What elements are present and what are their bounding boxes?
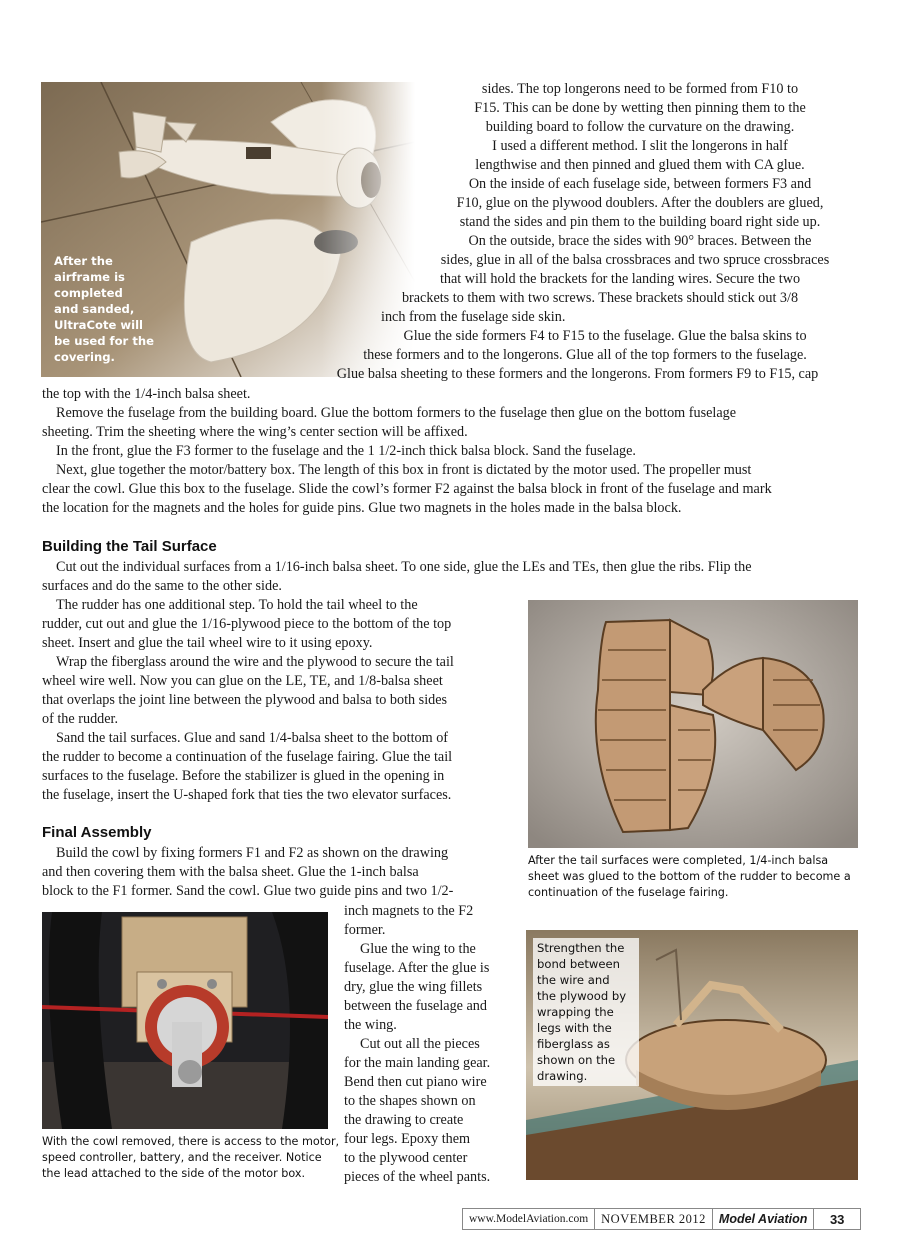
photo4-caption	[533, 938, 639, 1086]
heading-final-assembly: Final Assembly	[42, 824, 152, 841]
page-footer	[462, 1208, 861, 1230]
text-line: wheel wire well. Now you can glue on the LE, TE, and 1/8-balsa sheet	[42, 673, 443, 689]
text-line: Build the cowl by fixing formers F1 and F2 as shown on the drawing	[56, 845, 449, 861]
text-line: surfaces to the fuselage. Before the stabilizer is glued in the opening in	[42, 768, 445, 784]
tail-surfaces-photo	[528, 600, 858, 848]
text-line: for the main landing gear.	[344, 1055, 491, 1071]
text-line: the wing.	[344, 1017, 397, 1033]
text-line: between the fuselage and	[344, 998, 487, 1014]
text-line: stand the sides and pin them to the building board right side up.	[459, 214, 821, 230]
text-line: rudder, cut out and glue the 1/16-plywood piece to the bottom of the top	[42, 616, 452, 632]
text-line: On the inside of each fuselage side, between formers F3 and	[468, 176, 812, 192]
text-line: F10, glue on the plywood doublers. After the doublers are glued,	[456, 195, 824, 211]
text-line: the rudder to become a continuation of the fuselage fairing. Glue the tail	[42, 749, 453, 765]
text-line: Remove the fuselage from the building board. Glue the bottom formers to the fuselage then glue on the bottom fuselage	[56, 405, 737, 421]
text-line: surfaces and do the same to the other side.	[42, 578, 282, 594]
footer-website[interactable]: www.ModelAviation.com	[463, 1209, 595, 1229]
text-line: the location for the magnets and the holes for guide pins. Glue two magnets in the holes made in the balsa block.	[42, 500, 682, 516]
text-line: dry, glue the wing fillets	[344, 979, 483, 995]
text-line: The rudder has one additional step. To hold the tail wheel to the	[56, 597, 418, 613]
text-line: In the front, glue the F3 former to the fuselage and the 1 1/2-inch thick balsa block. Sand the fuselage.	[56, 443, 636, 459]
text-line: sides. The top longerons need to be formed from F10 to	[481, 81, 799, 97]
caption-line: With the cowl removed, there is access to the motor,	[42, 1135, 340, 1148]
caption-line: and sanded,	[54, 302, 135, 316]
caption-line: UltraCote will	[54, 318, 144, 332]
text-line: inch from the fuselage side skin.	[381, 309, 566, 325]
text-line: I used a different method. I slit the longerons in half	[492, 138, 788, 154]
text-line: four legs. Epoxy them	[344, 1131, 471, 1147]
text-line: sheeting. Trim the sheeting where the wing’s center section will be affixed.	[42, 424, 468, 440]
text-line: the fuselage, insert the U-shaped fork that ties the two elevator surfaces.	[42, 787, 452, 803]
text-line: to the shapes shown on	[344, 1093, 476, 1109]
text-line: brackets to them with two screws. These brackets should stick out 3/8	[401, 290, 799, 306]
caption-line: airframe is	[54, 270, 125, 284]
text-line: Glue the side formers F4 to F15 to the fuselage. Glue the balsa skins to	[403, 328, 807, 344]
text-line: sides, glue in all of the balsa crossbraces and two spruce crossbraces	[440, 252, 830, 268]
caption-line: fiberglass as	[537, 1037, 610, 1051]
caption-line: the plywood by	[537, 989, 627, 1003]
caption-line: the wire and	[537, 973, 610, 987]
text-line: Glue the wing to the	[360, 941, 476, 957]
text-line: Sand the tail surfaces. Glue and sand 1/4-balsa sheet to the bottom of	[56, 730, 449, 746]
photo2-caption	[528, 853, 851, 901]
text-line: of the rudder.	[42, 711, 119, 727]
caption-line: After the	[54, 254, 113, 268]
text-line: clear the cowl. Glue this box to the fuselage. Slide the cowl’s former F2 against the balsa block in front of the fuselage and mark	[42, 481, 772, 497]
text-line: Cut out the individual surfaces from a 1/16-inch balsa sheet. To one side, glue the LEs and TEs, then glue the ribs. Flip the	[56, 559, 752, 575]
text-line: Next, glue together the motor/battery box. The length of this box in front is dictated by the motor used. The propeller must	[56, 462, 752, 478]
text-line: Cut out all the pieces	[360, 1036, 480, 1052]
footer-page-number: 33	[829, 1211, 845, 1227]
caption-line: be used for the	[54, 334, 154, 348]
text-line: On the outside, brace the sides with 90° braces. Between the	[468, 233, 812, 249]
text-line: Glue balsa sheeting to these formers and the longerons. From formers F9 to F15, cap	[336, 366, 819, 382]
caption-line: completed	[54, 286, 123, 300]
text-line: the top with the 1/4-inch balsa sheet.	[42, 386, 251, 402]
caption-line: continuation of the fuselage fairing.	[528, 886, 729, 899]
caption-line: sheet was glued to the bottom of the rudder to become a	[528, 870, 851, 883]
footer-issue: NOVEMBER 2012	[595, 1209, 713, 1229]
text-line: building board to follow the curvature on the drawing.	[485, 119, 795, 135]
caption-line: bond between	[537, 957, 620, 971]
caption-line: Strengthen the	[537, 941, 625, 955]
caption-line: drawing.	[537, 1069, 588, 1083]
text-line: the drawing to create	[344, 1112, 464, 1128]
text-line: F15. This can be done by wetting then pinning them to the	[474, 100, 806, 116]
caption-line: covering.	[54, 350, 115, 364]
text-line: Wrap the fiberglass around the wire and the plywood to secure the tail	[56, 654, 454, 670]
caption-line: speed controller, battery, and the receiver. Notice	[42, 1151, 322, 1164]
text-line: to the plywood center	[344, 1150, 468, 1166]
caption-line: wrapping the	[537, 1005, 614, 1019]
caption-line: legs with the	[537, 1021, 612, 1035]
text-line: block to the F1 former. Sand the cowl. Glue two guide pins and two 1/2-	[42, 883, 454, 899]
text-line: former.	[344, 922, 386, 938]
caption-line: the lead attached to the side of the motor box.	[42, 1167, 306, 1180]
photo3-caption	[42, 1134, 339, 1182]
text-line: these formers and to the longerons. Glue all of the top formers to the fuselage.	[363, 347, 807, 363]
motor-box-photo	[42, 912, 328, 1129]
text-line: fuselage. After the glue is	[344, 960, 490, 976]
photo1-caption	[54, 253, 164, 365]
text-line: that will hold the brackets for the landing wires. Secure the two	[439, 271, 801, 287]
caption-line: After the tail surfaces were completed, 1/4-inch balsa	[528, 854, 829, 867]
footer-magazine: Model Aviation	[713, 1209, 814, 1229]
caption-line: shown on the	[537, 1053, 616, 1067]
text-line: sheet. Insert and glue the tail wheel wire to it using epoxy.	[42, 635, 373, 651]
text-line: that overlaps the joint line between the plywood and balsa to both sides	[42, 692, 448, 708]
text-line: pieces of the wheel pants.	[344, 1169, 491, 1185]
text-line: inch magnets to the F2	[344, 903, 474, 919]
text-line: lengthwise and then pinned and glued them with CA glue.	[475, 157, 805, 173]
text-line: Bend then cut piano wire	[344, 1074, 487, 1090]
heading-tail-surface: Building the Tail Surface	[42, 538, 217, 555]
text-line: and then covering them with the balsa sheet. Glue the 1-inch balsa	[42, 864, 419, 880]
